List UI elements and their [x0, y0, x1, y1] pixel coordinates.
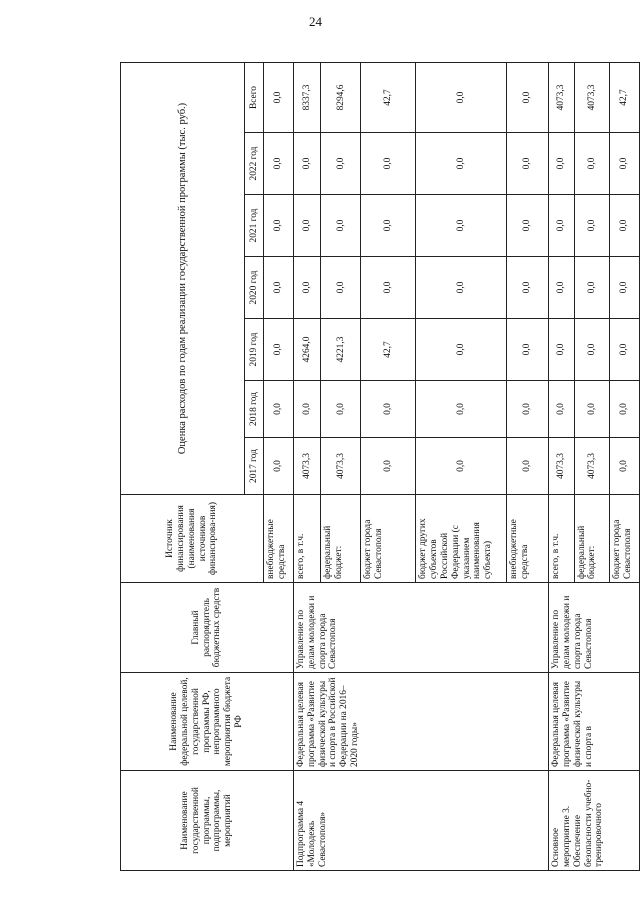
value-cell: 0,0 [264, 438, 294, 495]
header-year-2019: 2019 год [245, 319, 264, 381]
value-cell: 0,0 [507, 195, 549, 257]
value-cell: 0,0 [293, 381, 320, 438]
value-cell: 0,0 [610, 319, 640, 381]
value-cell: 0,0 [507, 257, 549, 319]
source-cell: всего, в т.ч. [293, 495, 320, 583]
value-cell: 0,0 [574, 381, 610, 438]
value-cell: 0,0 [361, 133, 416, 195]
value-cell: 0,0 [416, 319, 507, 381]
header-manager: Главный распорядитель бюджетных средств [121, 583, 294, 673]
value-cell: 0,0 [507, 133, 549, 195]
value-cell: 42,7 [610, 62, 640, 132]
federal-program-name: Федеральная целевая программа «Развитие физической культуры и спорта в [549, 673, 640, 771]
value-cell: 0,0 [507, 438, 549, 495]
value-cell: 4073,3 [321, 438, 361, 495]
value-cell: 0,0 [264, 62, 294, 132]
value-cell: 8337,3 [293, 62, 320, 132]
table-row [293, 62, 320, 870]
header-federal-program: Наименование федеральной целевой, государственной программы РФ, непрограммного мероприятия бюджета РФ [121, 673, 294, 771]
value-cell: 0,0 [574, 257, 610, 319]
value-cell: 0,0 [416, 133, 507, 195]
source-cell: бюджет города Севастополя [610, 495, 640, 583]
value-cell: 0,0 [549, 319, 574, 381]
federal-program-name: Федеральная целевая программа «Развитие физической культуры и спорта в Российской Федерации на 2016–2020 годы» [293, 673, 548, 771]
value-cell: 0,0 [507, 319, 549, 381]
value-cell: 0,0 [361, 257, 416, 319]
source-cell: внебюджетные средства [507, 495, 549, 583]
value-cell: 42,7 [361, 62, 416, 132]
value-cell: 0,0 [549, 133, 574, 195]
header-year-2021: 2021 год [245, 195, 264, 257]
source-cell: бюджет других субъектов Российской Федерации (с указанием наименования субъекта) [416, 495, 507, 583]
header-total: Всего [245, 62, 264, 132]
value-cell: 0,0 [574, 195, 610, 257]
value-cell: 4073,3 [549, 438, 574, 495]
budget-table [120, 62, 640, 871]
value-cell: 0,0 [416, 62, 507, 132]
value-cell: 0,0 [549, 381, 574, 438]
value-cell: 0,0 [574, 319, 610, 381]
value-cell: 0,0 [264, 381, 294, 438]
value-cell: 0,0 [416, 257, 507, 319]
value-cell: 0,0 [507, 62, 549, 132]
manager-name: Управление по делам молодежи и спорта города Севастополя [549, 583, 640, 673]
manager-name: Управление по делам молодежи и спорта города Севастополя [293, 583, 548, 673]
value-cell: 0,0 [416, 438, 507, 495]
value-cell: 0,0 [293, 133, 320, 195]
header-estimate: Оценка расходов по годам реализации государственной программы (тыс. руб.) [121, 62, 245, 494]
table-row [549, 62, 574, 870]
value-cell: 0,0 [574, 133, 610, 195]
header-program-name: Наименование государственной программы, подпрограммы, мероприятий [121, 771, 294, 871]
value-cell: 4073,3 [574, 62, 610, 132]
value-cell: 42,7 [361, 319, 416, 381]
source-cell: внебюджетные средства [264, 495, 294, 583]
value-cell: 0,0 [549, 195, 574, 257]
value-cell: 4264,0 [293, 319, 320, 381]
value-cell: 0,0 [416, 381, 507, 438]
value-cell: 8294,6 [321, 62, 361, 132]
value-cell: 0,0 [361, 438, 416, 495]
value-cell: 0,0 [610, 133, 640, 195]
value-cell: 0,0 [321, 133, 361, 195]
source-cell: бюджет города Севастополя [361, 495, 416, 583]
value-cell: 0,0 [321, 257, 361, 319]
source-cell: федеральный бюджет: [321, 495, 361, 583]
value-cell: 0,0 [321, 381, 361, 438]
value-cell: 0,0 [610, 438, 640, 495]
subprogram-name: Подпрограмма 4 «Молодежь Севастополя» [293, 771, 548, 871]
value-cell: 0,0 [361, 195, 416, 257]
page-number: 24 [309, 14, 322, 29]
value-cell: 0,0 [264, 257, 294, 319]
value-cell: 4221,3 [321, 319, 361, 381]
value-cell: 0,0 [549, 257, 574, 319]
header-year-2018: 2018 год [245, 381, 264, 438]
value-cell: 0,0 [264, 195, 294, 257]
value-cell: 0,0 [610, 381, 640, 438]
value-cell: 4073,3 [574, 438, 610, 495]
rotated-table-area [120, 63, 640, 871]
value-cell: 0,0 [293, 257, 320, 319]
value-cell: 0,0 [610, 257, 640, 319]
value-cell: 4073,3 [293, 438, 320, 495]
source-cell: федеральный бюджет: [574, 495, 610, 583]
value-cell: 4073,3 [549, 62, 574, 132]
header-year-2020: 2020 год [245, 257, 264, 319]
activity-name: Основное мероприятие 3. Обеспечение безопасности учебно-тренировочного [549, 771, 640, 871]
value-cell: 0,0 [361, 381, 416, 438]
value-cell: 0,0 [293, 195, 320, 257]
header-year-2017: 2017 год [245, 438, 264, 495]
source-cell: всего, в т.ч. [549, 495, 574, 583]
value-cell: 0,0 [321, 195, 361, 257]
value-cell: 0,0 [416, 195, 507, 257]
value-cell: 0,0 [264, 133, 294, 195]
value-cell: 0,0 [610, 195, 640, 257]
header-source: Источник финансирования (наименования источников финансирова-ния) [121, 495, 264, 583]
header-year-2022: 2022 год [245, 133, 264, 195]
value-cell: 0,0 [507, 381, 549, 438]
value-cell: 0,0 [264, 319, 294, 381]
